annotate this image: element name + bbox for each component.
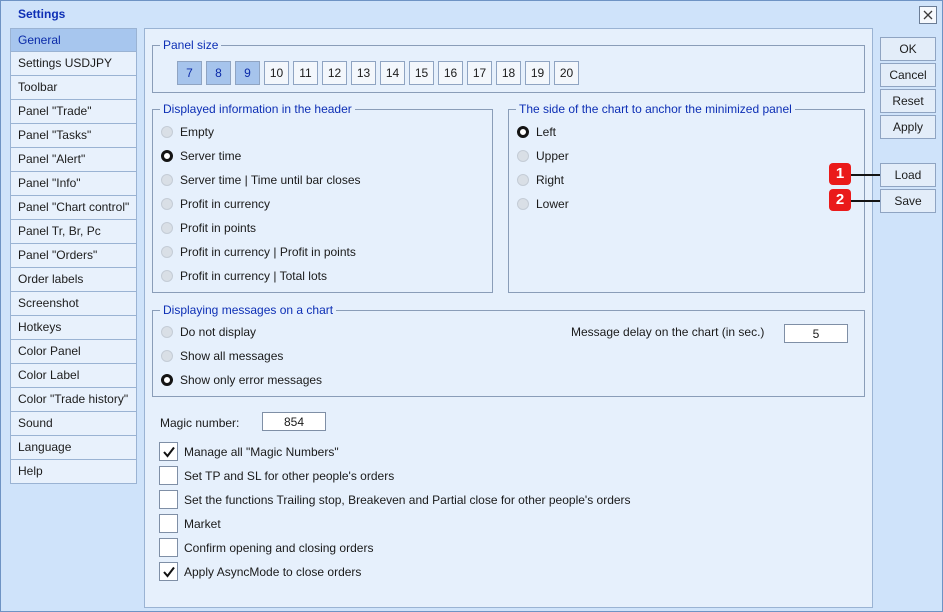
checkbox-box	[159, 538, 178, 557]
save-button[interactable]: Save	[880, 189, 936, 213]
panel-size-14-button[interactable]: 14	[380, 61, 405, 85]
radio-label: Lower	[536, 197, 569, 211]
panel-size-12-button[interactable]: 12	[322, 61, 347, 85]
sidebar-item-order-labels[interactable]: Order labels	[10, 268, 137, 292]
apply-button[interactable]: Apply	[880, 115, 936, 139]
radio-label: Profit in currency | Total lots	[180, 269, 327, 283]
sidebar-item-toolbar[interactable]: Toolbar	[10, 76, 137, 100]
panel-size-16-button[interactable]: 16	[438, 61, 463, 85]
sidebar-item-help[interactable]: Help	[10, 460, 137, 484]
checkbox-label: Confirm opening and closing orders	[184, 541, 374, 555]
sidebar-item-sound[interactable]: Sound	[10, 412, 137, 436]
radio-indicator	[161, 198, 173, 210]
callout-1-badge: 1	[829, 163, 851, 185]
checkbox-label: Apply AsyncMode to close orders	[184, 565, 362, 579]
checkbox-label: Set TP and SL for other people's orders	[184, 469, 395, 483]
window-title: Settings	[18, 7, 66, 21]
sidebar-item-hotkeys[interactable]: Hotkeys	[10, 316, 137, 340]
radio-label: Server time | Time until bar closes	[180, 173, 361, 187]
radio-indicator	[517, 150, 529, 162]
checkbox-box	[159, 490, 178, 509]
sidebar-item-panel-orders[interactable]: Panel "Orders"	[10, 244, 137, 268]
checkmark-icon	[162, 445, 176, 459]
radio-indicator-selected	[517, 126, 529, 138]
header-info-legend: Displayed information in the header	[163, 102, 352, 116]
magic-number-label: Magic number:	[160, 416, 240, 430]
panel-size-9-button[interactable]: 9	[235, 61, 260, 85]
general-settings-pane	[144, 28, 873, 608]
radio-indicator	[161, 126, 173, 138]
radio-indicator	[161, 350, 173, 362]
sidebar-item-screenshot[interactable]: Screenshot	[10, 292, 137, 316]
radio-indicator	[161, 174, 173, 186]
reset-button[interactable]: Reset	[880, 89, 936, 113]
radio-label: Show all messages	[180, 349, 284, 363]
radio-indicator	[161, 326, 173, 338]
close-icon	[923, 10, 933, 20]
radio-label: Right	[536, 173, 565, 187]
sidebar-item-language[interactable]: Language	[10, 436, 137, 460]
radio-indicator-selected	[161, 374, 173, 386]
sidebar-item-settings-usdjpy[interactable]: Settings USDJPY	[10, 52, 137, 76]
anchor-side-legend: The side of the chart to anchor the minimized panel	[519, 102, 792, 116]
radio-label: Empty	[180, 125, 215, 139]
panel-size-15-button[interactable]: 15	[409, 61, 434, 85]
panel-size-19-button[interactable]: 19	[525, 61, 550, 85]
panel-size-11-button[interactable]: 11	[293, 61, 318, 85]
checkbox-box	[159, 514, 178, 533]
callout-1-pointer	[850, 174, 880, 176]
message-delay-input[interactable]	[784, 324, 848, 343]
sidebar-item-panel-tr-br-pc[interactable]: Panel Tr, Br, Pc	[10, 220, 137, 244]
panel-size-18-button[interactable]: 18	[496, 61, 521, 85]
radio-label: Profit in currency	[180, 197, 271, 211]
radio-label: Show only error messages	[180, 373, 323, 387]
checkbox-label: Manage all "Magic Numbers"	[184, 445, 339, 459]
panel-size-7-button[interactable]: 7	[177, 61, 202, 85]
sidebar-item-general[interactable]: General	[10, 28, 137, 52]
sidebar-item-panel-info[interactable]: Panel "Info"	[10, 172, 137, 196]
panel-size-10-button[interactable]: 10	[264, 61, 289, 85]
sidebar-item-color-trade-history[interactable]: Color "Trade history"	[10, 388, 137, 412]
radio-indicator	[161, 246, 173, 258]
radio-label: Do not display	[180, 325, 257, 339]
sidebar-item-color-panel[interactable]: Color Panel	[10, 340, 137, 364]
radio-indicator-selected	[161, 150, 173, 162]
cancel-button[interactable]: Cancel	[880, 63, 936, 87]
panel-size-8-button[interactable]: 8	[206, 61, 231, 85]
radio-label: Left	[536, 125, 557, 139]
close-button[interactable]	[919, 6, 937, 24]
radio-indicator	[161, 270, 173, 282]
radio-indicator	[517, 198, 529, 210]
settings-sidebar	[10, 28, 137, 484]
panel-size-13-button[interactable]: 13	[351, 61, 376, 85]
messages-legend: Displaying messages on a chart	[163, 303, 334, 317]
panel-size-17-button[interactable]: 17	[467, 61, 492, 85]
checkbox-label: Market	[184, 517, 221, 531]
sidebar-item-panel-chart-control[interactable]: Panel "Chart control"	[10, 196, 137, 220]
radio-indicator	[517, 174, 529, 186]
message-delay-label: Message delay on the chart (in sec.)	[571, 325, 765, 339]
checkbox-box	[159, 466, 178, 485]
radio-label: Upper	[536, 149, 569, 163]
radio-label: Profit in currency | Profit in points	[180, 245, 356, 259]
checkmark-icon	[162, 565, 176, 579]
panel-size-20-button[interactable]: 20	[554, 61, 579, 85]
callout-2-badge: 2	[829, 189, 851, 211]
sidebar-item-panel-trade[interactable]: Panel "Trade"	[10, 100, 137, 124]
callout-2-pointer	[850, 200, 880, 202]
radio-indicator	[161, 222, 173, 234]
magic-number-input[interactable]	[262, 412, 326, 431]
panel-size-legend: Panel size	[163, 38, 219, 52]
checkbox-box	[159, 562, 178, 581]
sidebar-item-panel-tasks[interactable]: Panel "Tasks"	[10, 124, 137, 148]
radio-label: Server time	[180, 149, 242, 163]
ok-button[interactable]: OK	[880, 37, 936, 61]
sidebar-item-color-label[interactable]: Color Label	[10, 364, 137, 388]
load-button[interactable]: Load	[880, 163, 936, 187]
checkbox-box	[159, 442, 178, 461]
sidebar-item-panel-alert[interactable]: Panel "Alert"	[10, 148, 137, 172]
checkbox-label: Set the functions Trailing stop, Breakeven and Partial close for other people's orders	[184, 493, 631, 507]
title-bar	[1, 1, 942, 27]
radio-label: Profit in points	[180, 221, 257, 235]
